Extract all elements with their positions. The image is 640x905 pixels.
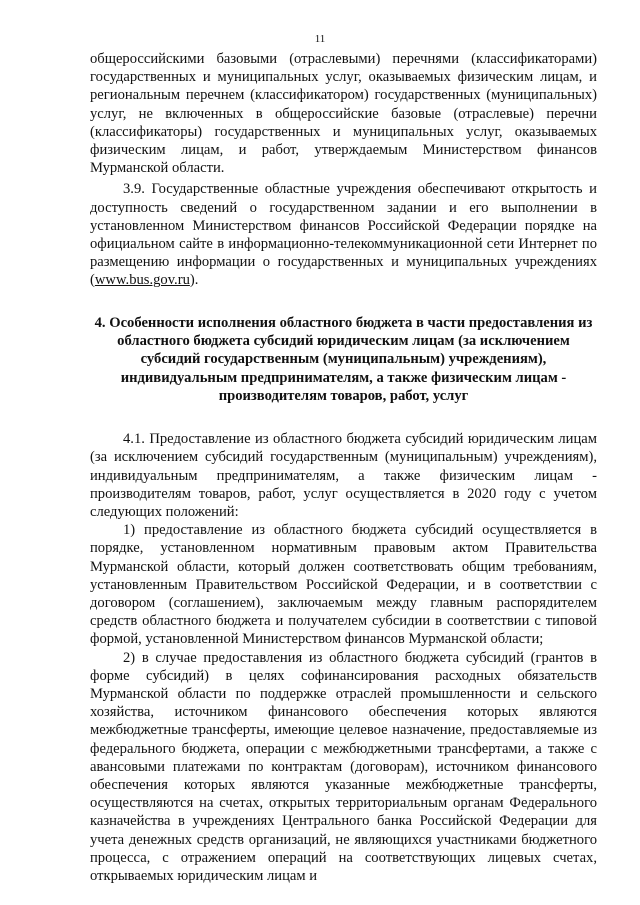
paragraph-item-2: 2) в случае предоставления из областного бюджета субсидий (грантов в форме субсидий) в целях софинансирования расходных обязательств Мурманской области по поддержке отраслей промышленности и сельского хозяйства, источником финансового обеспечения которых являются межбюджетные трансферты, имеющие целевое назначение, предоставляемые из федерального бюджета, операции с межбюджетными трансфертами, а также с авансовыми платежами по контрактам (договорам), источником финансового обеспечения которых являются указанные межбюджетные трансферты, осуществляются на счетах, открытых территориальным органам Федерального казначейства в учреждениях Центрального банка Российской Федерации для учета денежных средств организаций, не являющихся участниками бюджетного процесса, с отражением операций на соответствующих лицевых счетах, открываемых юридическим лицам и	[90, 649, 597, 884]
document-body	[90, 50, 597, 885]
bus-gov-link[interactable]: www.bus.gov.ru	[94, 272, 190, 289]
page-number: 11	[314, 33, 326, 45]
section-4-heading: 4. Особенности исполнения областного бюджета в части предоставления из областного бюджета субсидий юридическим лицам (за исключением субсидий государственным (муниципальным) учреждениям), индивидуальным предпринимателям, а также физическим лицам - производителям товаров, работ, услуг	[94, 314, 593, 404]
paragraph-continuation: общероссийскими базовыми (отраслевыми) перечнями (классификаторами) государственных и муниципальных услуг, оказываемых физическим лицам, и региональным перечнем (классификатором) государственных (муниципальных) услуг, не включенных в общероссийские базовые (отраслевые) перечни (классификаторы) государственных и муниципальных услуг, оказываемых физическим лицам, и работ, утверждаемым Министерством финансов Мурманской области.	[90, 51, 597, 177]
paragraph-4-1: 4.1. Предоставление из областного бюджета субсидий юридическим лицам (за исключением субсидий государственным (муниципальным) учреждениям), индивидуальным предпринимателям, а также физическим лицам - производителям товаров, работ, услуг осуществляется в 2020 году с учетом следующих положений:	[90, 431, 597, 520]
paragraph-3-9-end: ).	[189, 272, 199, 289]
paragraph-item-1: 1) предоставление из областного бюджета субсидий осуществляется в порядке, установленном нормативным правовым актом Правительства Мурманской области, который должен соответствовать общим требованиям, установленным Правительством Российской Федерации, и в соответствии с договором (соглашением), заключаемым между главным распорядителем средств областного бюджета и получателем субсидии в соответствии с типовой формой, установленной Министерством финансов Мурманской области;	[90, 522, 597, 648]
paragraph-3-9	[90, 180, 597, 289]
paragraph-3-9-text: 3.9. Государственные областные учреждения обеспечивают открытость и доступность сведений о государственном задании и его выполнении в установленном Министерством финансов Российской Федерации порядке на официальном сайте в информационно-телекоммуникационной сети Интернет по размещению информации о государственных и муниципальных учреждениях (	[90, 181, 597, 289]
